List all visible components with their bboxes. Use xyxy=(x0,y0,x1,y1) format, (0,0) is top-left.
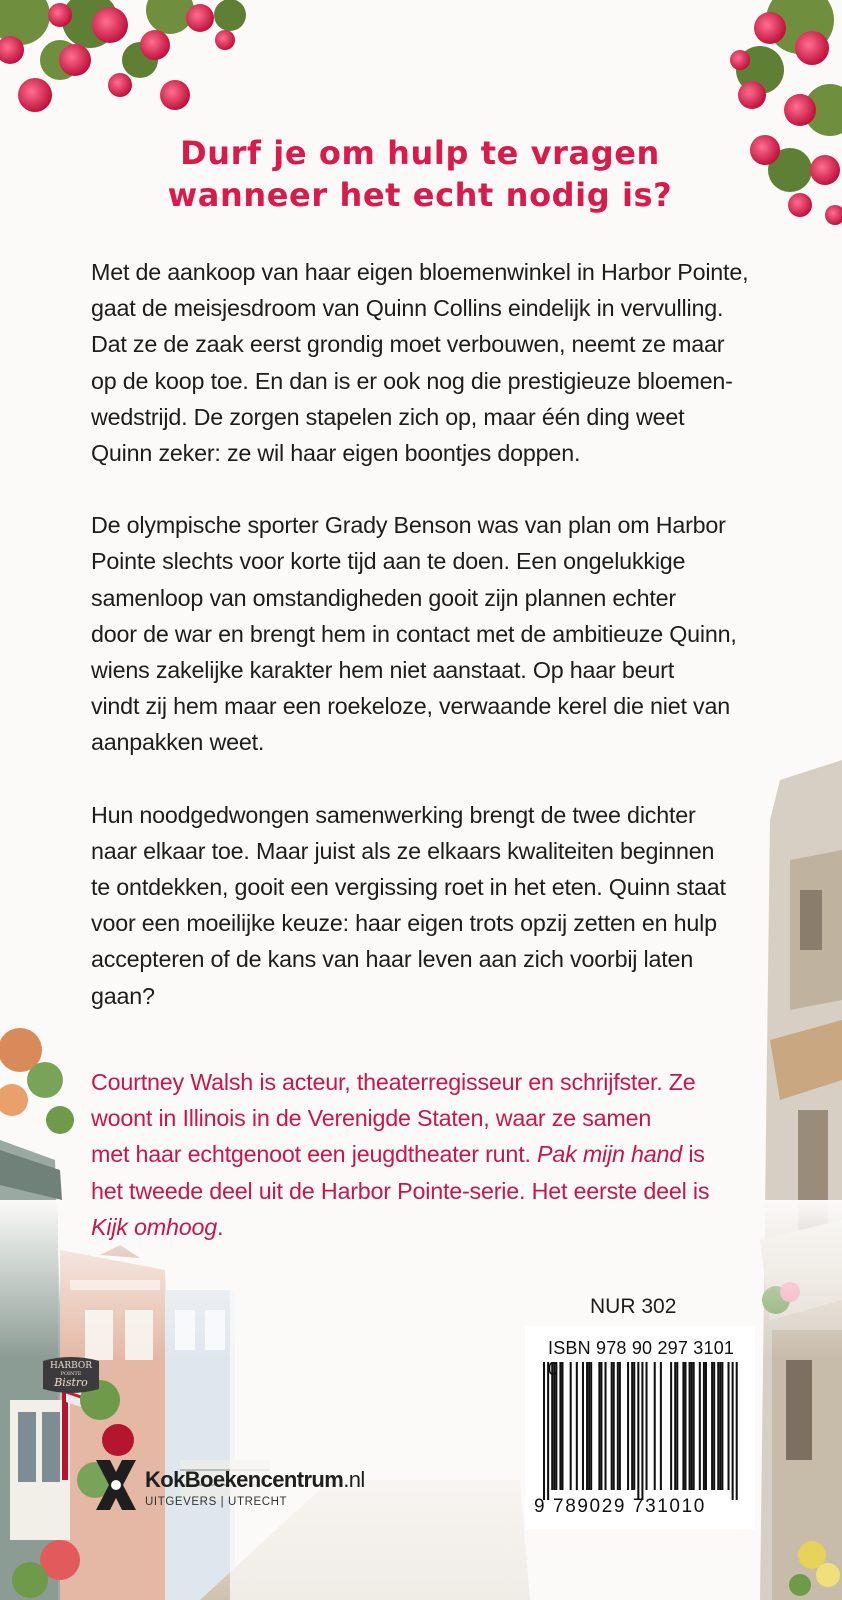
book-title-pak-mijn-hand: Pak mijn hand xyxy=(537,1141,683,1168)
barcode-bar xyxy=(684,1362,686,1490)
blurb-line: Quinn zeker: ze wil haar eigen boontjes doppen. xyxy=(91,440,581,467)
bio-text: met haar echtgenoot een jeugdtheater runt. xyxy=(91,1141,538,1168)
blurb-line: gaat de meisjesdroom van Quinn Collins eindelijk in vervulling. xyxy=(91,295,724,322)
barcode-bar xyxy=(631,1362,633,1490)
barcode-bar xyxy=(586,1362,588,1490)
blurb-line: Dat ze de zaak eerst grondig moet verbouwen, neemt ze maar xyxy=(91,331,725,358)
bistro-sign-line-3: Bistro xyxy=(54,1376,88,1389)
barcode-bar xyxy=(600,1362,602,1490)
barcode-bar xyxy=(588,1362,590,1490)
barcode-bar xyxy=(611,1362,613,1490)
barcode-bar xyxy=(570,1362,572,1490)
publisher-subtitle: UITGEVERS | UTRECHT xyxy=(145,1496,288,1508)
ean-digits: 9 789029 731010 xyxy=(534,1496,706,1517)
barcode-bar xyxy=(641,1362,643,1500)
roses-top-left xyxy=(0,0,246,112)
headline-line-1: Durf je om hulp te vragen xyxy=(180,134,660,172)
barcode-bar xyxy=(559,1362,561,1490)
barcode-bar xyxy=(674,1362,676,1490)
barcode-bar xyxy=(736,1362,738,1500)
blurb-line: samenloop van omstandigheden gooit zijn plannen echter xyxy=(91,584,676,611)
blurb-line: op de koop toe. En dan is er ook nog die prestigieuze bloemen- xyxy=(91,367,733,394)
publisher-name-text: KokBoekencentrum xyxy=(145,1467,344,1492)
blurb-line: Met de aankoop van haar eigen bloemenwinkel in Harbor Pointe, xyxy=(91,259,749,285)
blurb-paragraph-1 xyxy=(91,254,771,471)
blurb-line: voor een moeilijke keuze: haar eigen trots opzij zetten en hulp xyxy=(91,910,717,937)
barcode-bar xyxy=(693,1362,695,1490)
barcode-bar xyxy=(676,1362,678,1490)
barcode-bar xyxy=(682,1362,684,1490)
barcode-bar xyxy=(553,1362,555,1490)
headline-line-2: wanneer het echt nodig is? xyxy=(167,176,673,214)
barcode-bar xyxy=(670,1362,672,1490)
bio-text: . xyxy=(217,1213,224,1240)
barcode-bar xyxy=(717,1362,719,1490)
barcode-bar xyxy=(728,1362,730,1490)
nur-code: NUR 302 xyxy=(590,1295,677,1318)
barcode-bar xyxy=(551,1362,553,1490)
bio-line: woont in Illinois in de Verenigde Staten, waar ze samen xyxy=(91,1105,652,1132)
barcode-bar xyxy=(711,1362,713,1490)
barcode-bar xyxy=(719,1362,721,1490)
barcode-bar xyxy=(691,1362,693,1490)
publisher-mark-icon xyxy=(92,1456,138,1514)
barcode-bar xyxy=(705,1362,707,1490)
barcode-bar xyxy=(633,1362,635,1490)
bio-line xyxy=(91,1136,771,1172)
barcode-bar xyxy=(627,1362,629,1490)
barcode-bar xyxy=(561,1362,563,1490)
blurb-line: gaan? xyxy=(91,982,155,1009)
blurb-line: De olympische sporter Grady Benson was van plan om Harbor xyxy=(91,512,726,539)
publisher-name xyxy=(145,1467,365,1493)
barcode-bar xyxy=(637,1362,639,1500)
barcode-bar xyxy=(654,1362,656,1490)
barcode-bar xyxy=(598,1362,600,1490)
blurb-line: naar elkaar toe. Maar juist als ze elkaars kwaliteiten beginnen xyxy=(91,837,715,864)
barcode-bar xyxy=(721,1362,723,1490)
barcode-bar xyxy=(703,1362,705,1490)
barcode-bar xyxy=(582,1362,584,1490)
publisher-logo xyxy=(92,1456,392,1516)
barcode xyxy=(535,1362,745,1500)
blurb-line: aanpakken weet. xyxy=(91,729,265,756)
isbn-label: ISBN 978 90 297 3101 xyxy=(548,1338,735,1358)
barcode-bar xyxy=(713,1362,715,1490)
barcode-bar xyxy=(617,1362,619,1490)
blurb-paragraph-2 xyxy=(91,507,771,760)
blurb-line: wiens zakelijke karakter hem niet aanstaat. Op haar beurt xyxy=(91,657,674,684)
bistro-sign-line-2: POINTE xyxy=(60,1371,82,1377)
barcode-bar xyxy=(660,1362,662,1490)
right-buildings xyxy=(760,760,842,1600)
author-bio xyxy=(91,1064,771,1245)
bistro-sign xyxy=(40,1355,102,1395)
bio-line: het tweede deel uit de Harbor Pointe-serie. Het eerste deel is xyxy=(91,1177,710,1204)
bistro-sign-line-1: HARBOR xyxy=(49,1361,93,1371)
barcode-bar xyxy=(619,1362,621,1490)
book-title-kijk-omhoog: Kijk omhoog xyxy=(91,1213,218,1240)
barcode-bar xyxy=(689,1362,691,1490)
bio-text: is xyxy=(682,1141,705,1168)
barcode-bar xyxy=(699,1362,701,1490)
publisher-tld: .nl xyxy=(343,1467,365,1492)
barcode-bar xyxy=(732,1362,734,1500)
barcode-bar xyxy=(613,1362,615,1490)
barcode-bar xyxy=(576,1362,578,1490)
blurb-line: te ontdekken, gooit een vergissing roet in het eten. Quinn staat xyxy=(91,874,726,901)
bio-line xyxy=(91,1209,771,1245)
blurb-paragraph-3 xyxy=(91,797,771,1014)
barcode-bar xyxy=(646,1362,648,1490)
barcode-bar xyxy=(547,1362,549,1500)
bio-line: Courtney Walsh is acteur, theaterregisseur en schrijfster. Ze xyxy=(91,1069,696,1095)
blurb-line: door de war en brengt hem in contact met de ambitieuze Quinn, xyxy=(91,620,737,647)
blurb xyxy=(91,254,771,1050)
blurb-line: Pointe slechts voor korte tijd aan te doen. Een ongelukkige xyxy=(91,548,686,575)
barcode-bar xyxy=(543,1362,545,1500)
blurb-line: Hun noodgedwongen samenwerking brengt de twee dichter xyxy=(91,801,696,828)
roses-top-right xyxy=(730,0,842,225)
blurb-line: wedstrijd. De zorgen stapelen zich op, maar één ding weet xyxy=(91,403,685,430)
barcode-bar xyxy=(555,1362,557,1490)
barcode-bar xyxy=(605,1362,607,1490)
blurb-line: vindt zij hem maar een roekeloze, verwaande kerel die niet van xyxy=(91,693,730,720)
barcode-bar xyxy=(590,1362,592,1490)
blurb-line: accepteren of de kans van haar leven aan zich voorbij laten xyxy=(91,946,694,973)
headline xyxy=(120,132,720,216)
